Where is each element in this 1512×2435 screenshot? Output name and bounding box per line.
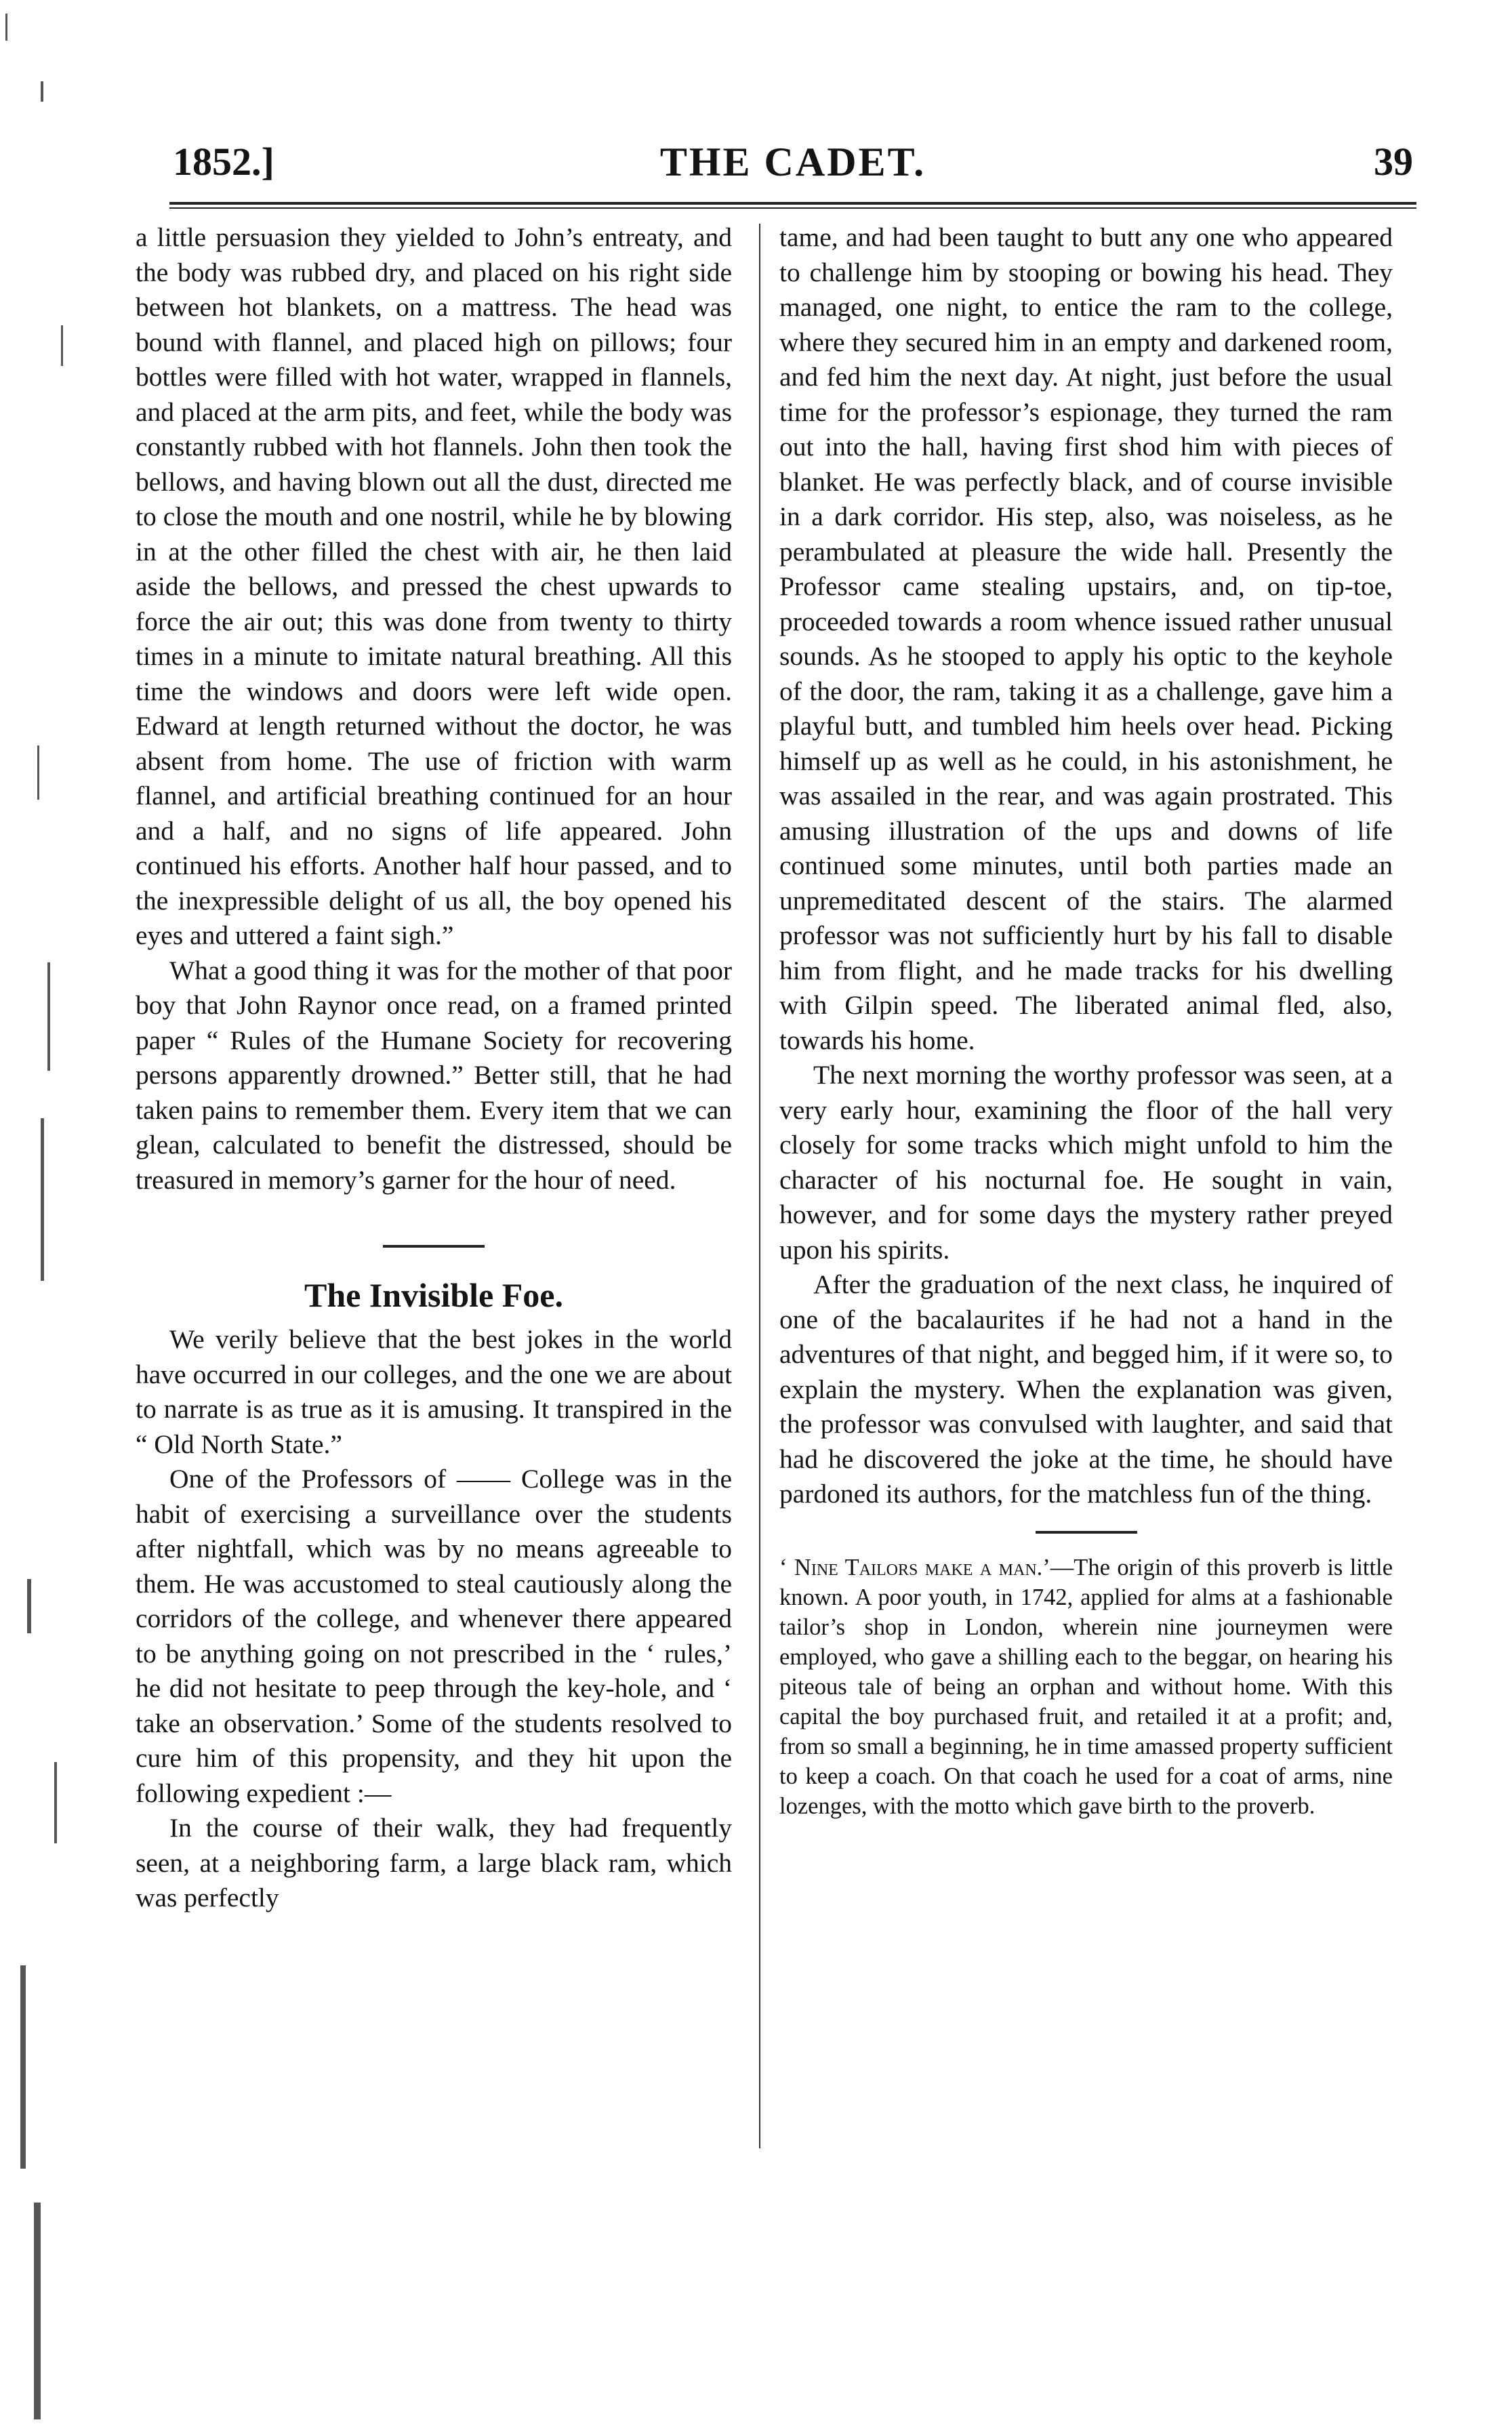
section-rule bbox=[383, 1245, 485, 1248]
note-lead: ‘ Nine Tailors make a man.’ bbox=[779, 1554, 1050, 1580]
note-body: —The origin of this proverb is little known. A poor youth, in 1742, applied for alms at a fashionable tailor’s shop in London, wherein nine journeymen were employed, who gave a shilling each to the beggar, on hearing his piteous tale of being an orphan and without home. With this capital the boy purchased fruit, and retailed it at a profit; and, from so small a beginning, he in time amassed property sufficient to keep a coach. On that coach he used for a coat of arms, nine lozenges, with the motto which gave birth to the proverb. bbox=[779, 1554, 1393, 1819]
scan-edge-marks bbox=[0, 0, 75, 2435]
publication-title: THE CADET. bbox=[659, 140, 926, 184]
header-rule bbox=[169, 202, 1416, 209]
paragraph: After the graduation of the next class, he inquired of one of the bacalaurites if he had not a hand in the adventures of that night, and begged him, if it were so, to explain the mystery. When the explanation was given, the professor was convulsed with laughter, and said that had he discovered the joke at the time, he should have pardoned its authors, for the matchless fun of the thing. bbox=[779, 1269, 1393, 1509]
right-column bbox=[779, 220, 1393, 1821]
paragraph: The next morning the worthy professor was seen, at a very early hour, examining the floor of the hall very closely for some tracks which might unfold to him the character of his nocturnal foe. He sought in vain, however, and for some days the mystery rather preyed upon his spirits. bbox=[779, 1060, 1393, 1265]
left-column bbox=[136, 220, 732, 1916]
paragraph: We verily believe that the best jokes in the world have occurred in our colleges, and the one we are about to narrate is as true as it is amusing. It transpired in the “ Old North State.” bbox=[136, 1324, 732, 1459]
article-title: The Invisible Foe. bbox=[304, 1276, 563, 1314]
proverb-note bbox=[779, 1553, 1393, 1821]
issue-year: 1852.] bbox=[173, 140, 274, 184]
column-divider bbox=[759, 224, 760, 2148]
paragraph: One of the Professors of —— College was in the habit of exercising a surveillance over the students after nightfall, which was by no means agreeable to them. He was accustomed to steal cautiously along the corridors of the college, and whenever there appeared to be anything going on not prescribed in the ‘ rules,’ he did not hesitate to peep through the key-hole, and ‘ take an observation.’ Some of the students resolved to cure him of this propensity, and they hit upon the following expedient :— bbox=[136, 1464, 732, 1808]
paragraph: What a good thing it was for the mother of that poor boy that John Raynor once read, on a framed printed paper “ Rules of the Humane Society for recovering persons apparently drowned.” Better still, that he had taken pains to remember them. Every item that we can glean, calculated to benefit the distressed, should be treasured in memory’s garner for the hour of need. bbox=[136, 955, 732, 1195]
paragraph: In the course of their walk, they had frequently seen, at a neighboring farm, a large black ram, which was perfectly bbox=[136, 1813, 732, 1912]
page-number: 39 bbox=[1374, 140, 1413, 184]
paragraph: tame, and had been taught to butt any one who appeared to challenge him by stooping or bowing his head. They managed, one night, to entice the ram to the college, where they secured him in an empty and darkened room, and fed him the next day. At night, just before the usual time for the professor’s espionage, they turned the ram out into the hall, having first shod him with pieces of blanket. He was perfectly black, and of course invisible in a dark corridor. His step, also, was noiseless, as he perambulated at pleasure the wide hall. Presently the Professor came stealing upstairs, and, on tip-toe, proceeded towards a room whence issued rather unusual sounds. As he stooped to apply his optic to the keyhole of the door, the ram, taking it as a challenge, gave him a playful butt, and tumbled him heels over head. Picking himself up as well as he could, in his astonishment, he was assailed in the rear, and was again prostrated. This amusing illustration of the ups and downs of life continued some minutes, until both parties made an unpremeditated descent of the stairs. The alarmed professor was not sufficiently hurt by his fall to disable him from flight, and he made tracks for his dwelling with Gilpin speed. The liberated animal fled, also, towards his home. bbox=[779, 222, 1393, 1055]
section-rule bbox=[1036, 1531, 1137, 1534]
running-head bbox=[173, 139, 1413, 193]
paragraph: a little persuasion they yielded to John’s entreaty, and the body was rubbed dry, and placed on his right side between hot blankets, on a mattress. The head was bound with flannel, and placed high on pillows; four bottles were filled with hot water, wrapped in flannels, and placed at the arm pits, and feet, while the body was constantly rubbed with hot flannels. John then took the bellows, and having blown out all the dust, directed me to close the mouth and one nostril, while he by blowing in at the other filled the chest with air, he then laid aside the bellows, and pressed the chest upwards to force the air out; this was done from twenty to thirty times in a minute to imitate natural breathing. All this time the windows and doors were left wide open. Edward at length returned without the doctor, he was absent from home. The use of friction with warm flannel, and artificial breathing continued for an hour and a half, and no signs of life appeared. John continued his efforts. Another half hour passed, and to the inexpressible delight of us all, the boy opened his eyes and uttered a faint sigh.” bbox=[136, 222, 732, 950]
